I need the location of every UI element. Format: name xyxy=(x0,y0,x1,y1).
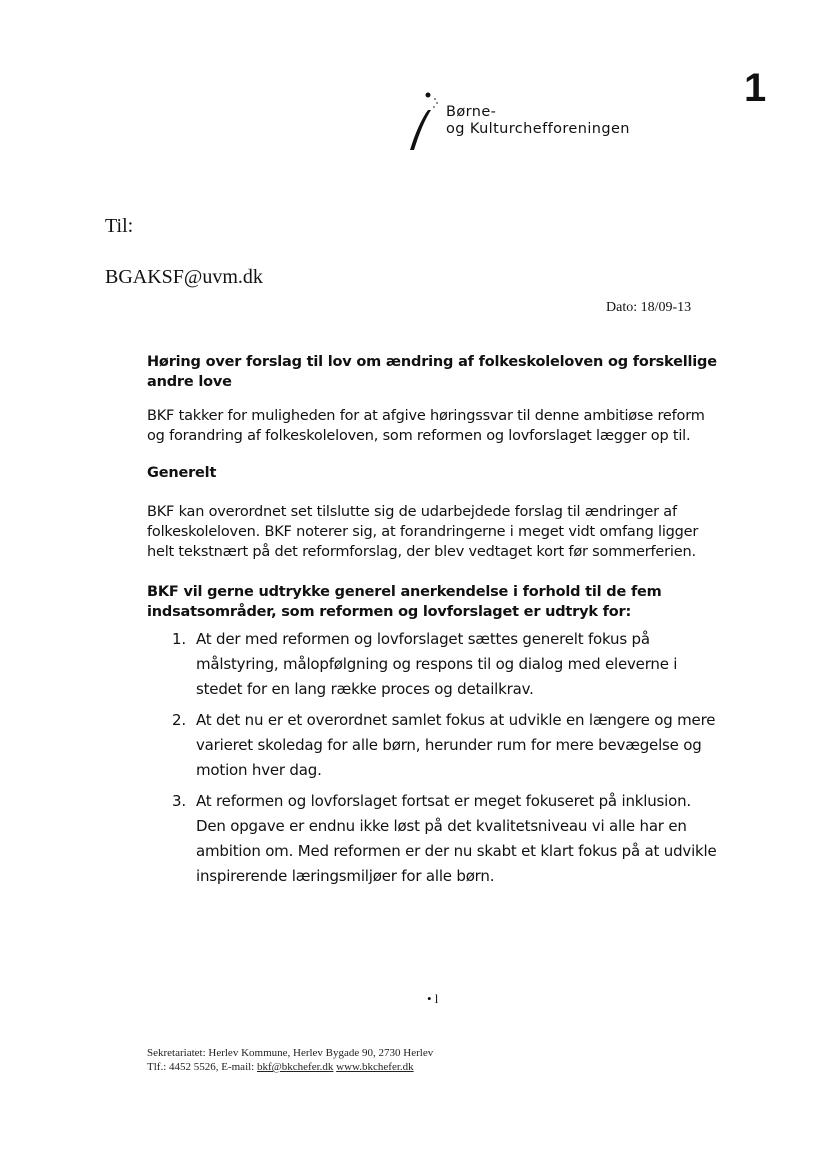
recipient-label: Til: xyxy=(105,215,134,237)
recipient-email: BGAKSF@uvm.dk xyxy=(105,266,263,288)
footer-website-link[interactable]: www.bkchefer.dk xyxy=(336,1061,414,1073)
footer-phone: Tlf.: 4452 5526, E-mail: xyxy=(147,1061,255,1073)
organization-logo xyxy=(404,88,704,158)
page-center-mark: • l xyxy=(427,991,439,1006)
list-item-number: 2. xyxy=(172,711,186,729)
letter-title: Høring over forslag til lov om ændring af folkeskoleloven og forskellige andre love xyxy=(147,354,717,390)
list-item-text: At det nu er et overordnet samlet fokus at udvikle en længere og mere varieret skoledag for alle børn, herunder rum for mere bevægelse og motion hver dag. xyxy=(196,711,716,779)
letter-body xyxy=(147,352,722,895)
logo-stroke-icon xyxy=(404,88,444,158)
page-number-marker: 1 xyxy=(744,66,767,110)
intro-paragraph: BKF takker for muligheden for at afgive høringssvar til denne ambitiøse reform og forandring af folkeskoleloven, som reformen og lovforslaget lægger op til. xyxy=(147,408,705,444)
footer-email-link[interactable]: bkf@bkchefer.dk xyxy=(256,1061,334,1073)
general-heading: Generelt xyxy=(147,465,217,481)
footer-contact xyxy=(147,1060,433,1074)
footer xyxy=(147,1046,433,1074)
logo-line-1: Børne- xyxy=(446,104,497,120)
list-item-number: 3. xyxy=(172,792,186,810)
logo-line-2: og Kulturchefforeningen xyxy=(446,121,630,137)
list-item-number: 1. xyxy=(172,630,186,648)
list-item xyxy=(147,627,722,702)
general-paragraph: BKF kan overordnet set tilslutte sig de udarbejdede forslag til ændringer af folkeskoleloven. BKF noterer sig, at forandringerne i meget vidt omfang ligger helt tekstnært på det reformforslag, der blev vedtaget kort før sommerferien. xyxy=(147,504,699,560)
list-item xyxy=(147,708,722,783)
recognition-heading: BKF vil gerne udtrykke generel anerkendelse i forhold til de fem indsatsområder, som reformen og lovforslaget er udtryk for: xyxy=(147,584,662,620)
list-item-text: At reformen og lovforslaget fortsat er meget fokuseret på inklusion. Den opgave er endnu ikke løst på det kvalitetsniveau vi alle har en ambition om. Med reformen er der nu skabt et klart fokus på at udvikle inspirerende læringsmiljøer for alle børn. xyxy=(196,792,717,885)
document-date: Dato: 18/09-13 xyxy=(606,300,692,315)
list-item-text: At der med reformen og lovforslaget sættes generelt fokus på målstyring, målopfølgning og respons til og dialog med eleverne i stedet for en lang række proces og detailkrav. xyxy=(196,630,678,698)
list-item xyxy=(147,789,722,889)
footer-address: Sekretariatet: Herlev Kommune, Herlev Bygade 90, 2730 Herlev xyxy=(147,1047,434,1059)
focus-areas-list xyxy=(147,627,722,889)
